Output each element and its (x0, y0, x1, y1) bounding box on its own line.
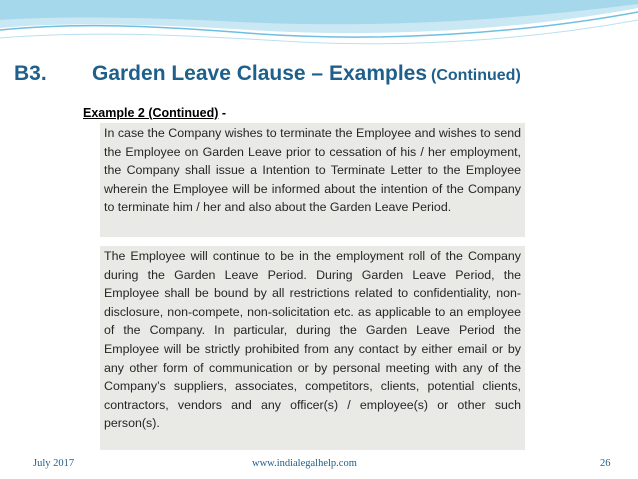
header-wave-decoration (0, 0, 638, 60)
example-subheading (83, 106, 226, 120)
title-suffix: (Continued) (431, 67, 521, 84)
title-number: B3. (14, 62, 47, 85)
title-main: Garden Leave Clause – Examples (92, 62, 428, 85)
footer-website: www.indialegalhelp.com (252, 458, 357, 469)
subheading-dash: - (218, 106, 227, 120)
subheading-label: Example 2 (Continued) (83, 106, 219, 120)
footer-date: July 2017 (33, 458, 75, 469)
paragraph-2: The Employee will continue to be in the employment roll of the Company during the Garden Leave Period. During Garden Leave Period, the Employee shall be bound by all restrictions related to confidentiality, non-disclosure, non-compete, non-solicitation etc. as applicable to an employee of the Company. In particular, during the Garden Leave Period the Employee will be strictly prohibited from any contact by either email or by any other form of communication or by personal meeting with any of the Company’s suppliers, associates, competitors, clients, potential clients, contractors, vendors and any officer(s) / employee(s) or other such person(s). (100, 246, 525, 450)
slide-title (14, 62, 634, 86)
footer-page-number: 26 (600, 458, 611, 469)
paragraph-1: In case the Company wishes to terminate the Employee and wishes to send the Employee on Garden Leave prior to cessation of his / her employment, the Company shall issue a Intention to Terminate Letter to the Employee wherein the Employee will be informed about the intention of the Company to terminate him / her and also about the Garden Leave Period. (100, 123, 525, 237)
